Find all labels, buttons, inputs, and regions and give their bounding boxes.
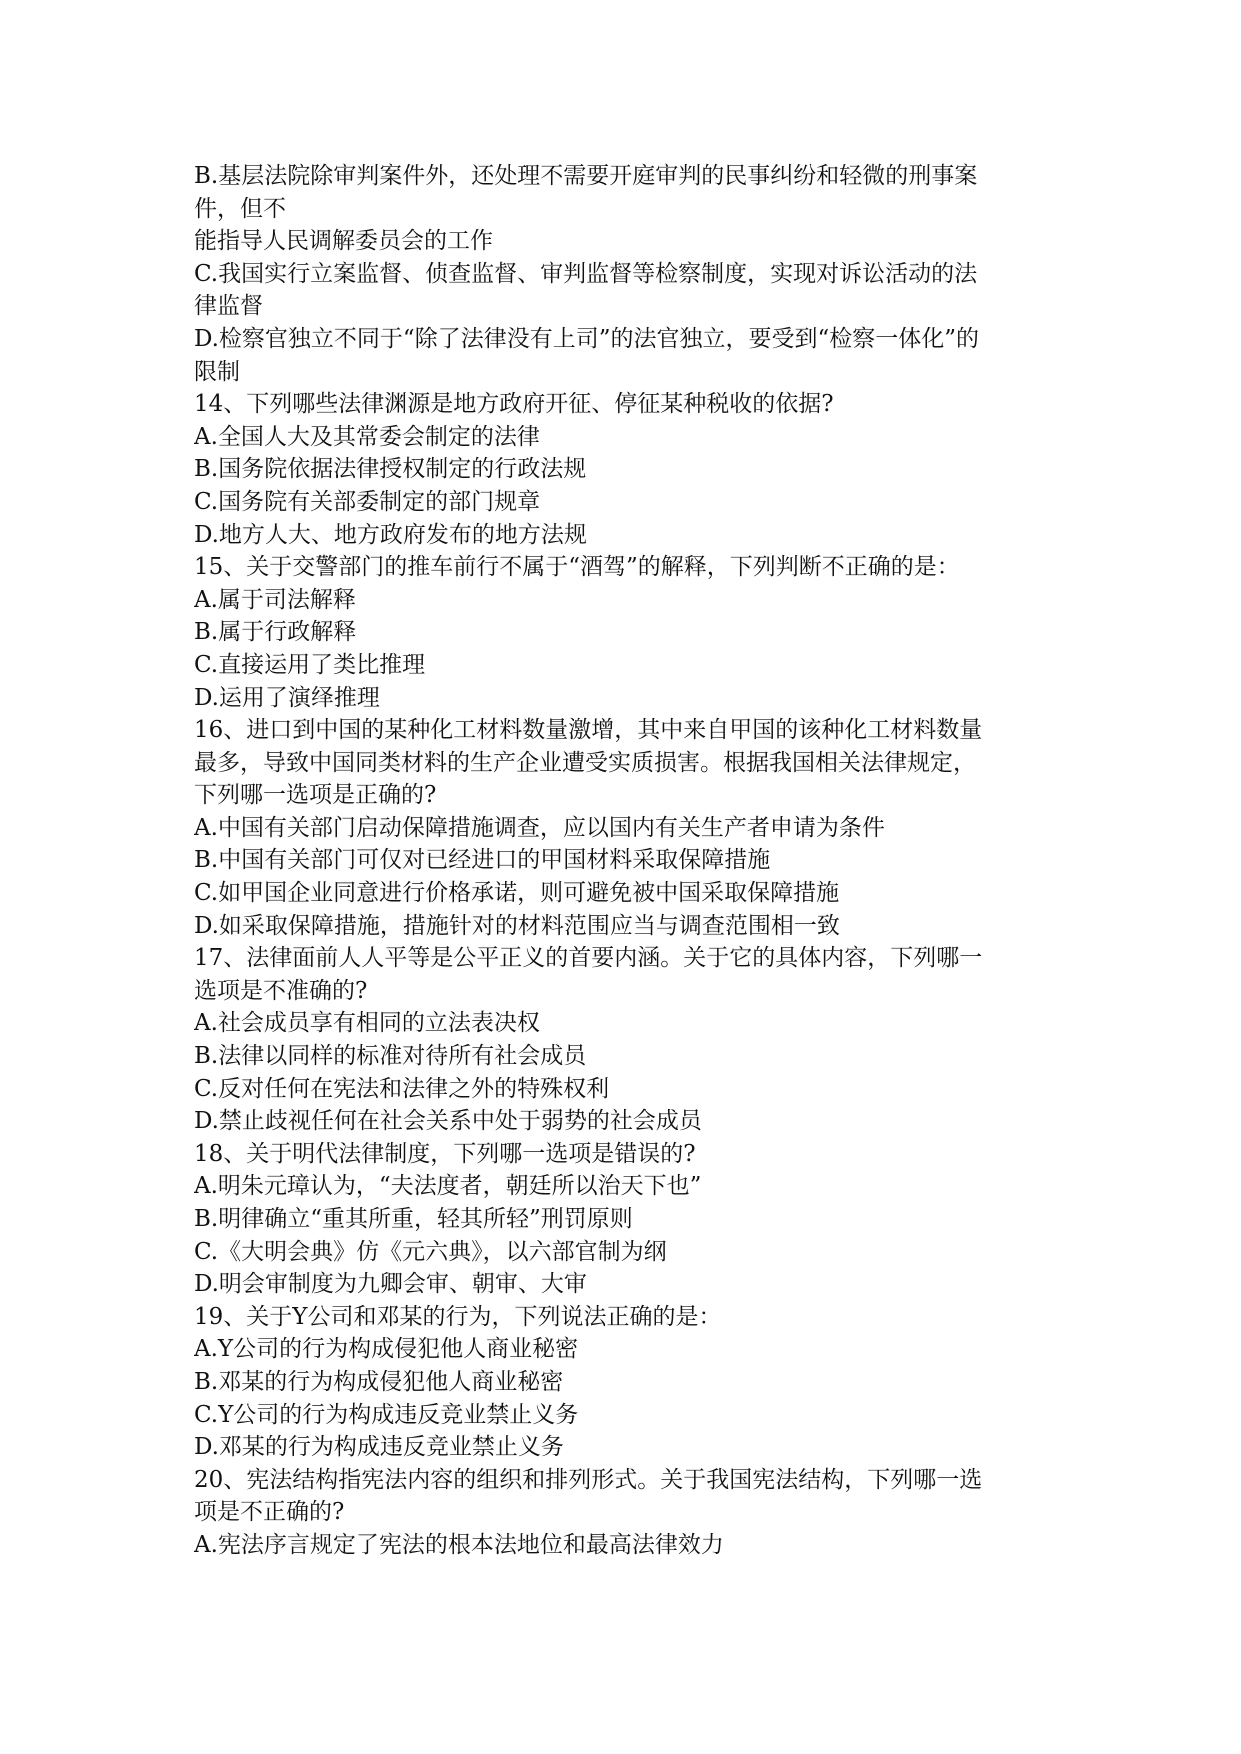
text-line: 限制 (194, 358, 240, 385)
option-d: D.禁止歧视任何在社会关系中处于弱势的社会成员 (194, 1108, 702, 1135)
option-b: B.法律以同样的标准对待所有社会成员 (194, 1043, 587, 1070)
option-d: D.地方人大、地方政府发布的地方法规 (194, 521, 587, 548)
option-d: D.明会审制度为九卿会审、朝审、大审 (194, 1271, 587, 1298)
question-17-cont: 选项是不准确的? (194, 977, 368, 1004)
option-a: A.中国有关部门启动保障措施调查，应以国内有关生产者申请为条件 (194, 814, 885, 841)
option-c: C.如甲国企业同意进行价格承诺，则可避免被中国采取保障措施 (194, 880, 840, 907)
option-d: D.如采取保障措施，措施针对的材料范围应当与调查范围相一致 (194, 912, 840, 939)
option-b: B.国务院依据法律授权制定的行政法规 (194, 456, 587, 483)
question-16: 16、进口到中国的某种化工材料数量激增，其中来自甲国的该种化工材料数量 (194, 717, 983, 744)
option-b: B.属于行政解释 (194, 619, 357, 646)
option-b: B.邓某的行为构成侵犯他人商业秘密 (194, 1368, 564, 1395)
option-a: A.社会成员享有相同的立法表决权 (194, 1010, 540, 1037)
option-c: C.反对任何在宪法和法律之外的特殊权利 (194, 1075, 610, 1102)
option-d: D.邓某的行为构成违反竞业禁止义务 (194, 1434, 564, 1461)
question-20-cont: 项是不正确的? (194, 1499, 345, 1526)
question-14: 14、下列哪些法律渊源是地方政府开征、停征某种税收的依据? (194, 391, 834, 418)
text-line: 件，但不 (194, 195, 286, 222)
option-b: B.中国有关部门可仅对已经进口的甲国材料采取保障措施 (194, 847, 771, 874)
option-a: A.宪法序言规定了宪法的根本法地位和最高法律效力 (194, 1531, 724, 1558)
question-20: 20、宪法结构指宪法内容的组织和排列形式。关于我国宪法结构，下列哪一选 (194, 1466, 983, 1493)
option-c: C.国务院有关部委制定的部门规章 (194, 488, 541, 515)
text-line: D.检察官独立不同于“除了法律没有上司”的法官独立，要受到“检察一体化”的 (194, 325, 979, 352)
question-19: 19、关于Y公司和邓某的行为，下列说法正确的是： (194, 1303, 722, 1330)
document-page (194, 160, 1056, 1562)
option-a: A.属于司法解释 (194, 586, 356, 613)
option-a: A.全国人大及其常委会制定的法律 (194, 423, 540, 450)
text-line: 能指导人民调解委员会的工作 (194, 228, 493, 255)
option-a: A.明朱元璋认为，“夫法度者，朝廷所以治天下也” (194, 1173, 702, 1200)
question-17: 17、法律面前人人平等是公平正义的首要内涵。关于它的具体内容，下列哪一 (194, 945, 983, 972)
question-15: 15、关于交警部门的推车前行不属于“酒驾”的解释，下列判断不正确的是： (194, 554, 960, 581)
text-line: B.基层法院除审判案件外，还处理不需要开庭审判的民事纠纷和轻微的刑事案 (194, 163, 978, 189)
option-b: B.明律确立“重其所重，轻其所轻”刑罚原则 (194, 1206, 633, 1232)
option-d: D.运用了演绎推理 (194, 684, 380, 711)
option-c: C.Y公司的行为构成违反竞业禁止义务 (194, 1401, 579, 1428)
question-18: 18、关于明代法律制度，下列哪一选项是错误的? (194, 1140, 696, 1167)
text-line: 律监督 (194, 293, 263, 320)
option-c: C.直接运用了类比推理 (194, 651, 426, 678)
question-16-cont: 下列哪一选项是正确的? (194, 782, 437, 809)
option-c: C.《大明会典》仿《元六典》，以六部官制为纲 (194, 1238, 667, 1265)
option-a: A.Y公司的行为构成侵犯他人商业秘密 (194, 1336, 579, 1363)
text-line: C.我国实行立案监督、侦查监督、审判监督等检察制度，实现对诉讼活动的法 (194, 260, 978, 287)
question-16-cont: 最多，导致中国同类材料的生产企业遭受实质损害。根据我国相关法律规定， (194, 749, 976, 776)
